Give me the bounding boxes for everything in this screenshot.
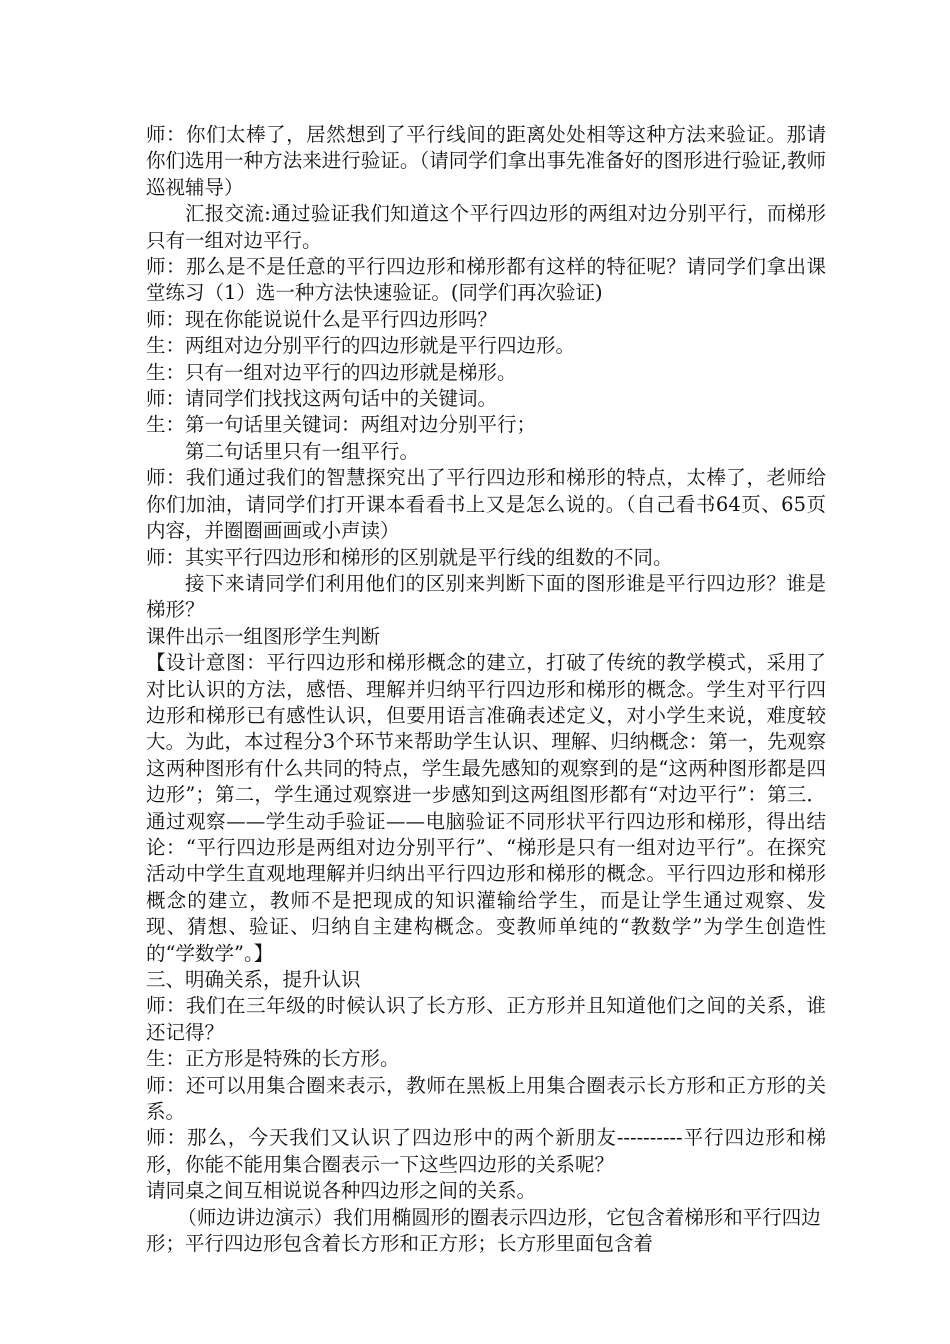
paragraph-teacher-new-friends: 师：那么，今天我们又认识了四边形中的两个新朋友----------平行四边形和梯形，你能不能用集合圈表示一下这些四边形的关系呢？ bbox=[146, 1126, 826, 1176]
paragraph-teacher-demo: （师边讲边演示）我们用椭圆形的圈表示四边形，它包含着梯形和平行四边形；平行四边形包含着长方形和正方形；长方形里面包含着 bbox=[146, 1205, 821, 1256]
paragraph-teacher-difference: 师：其实平行四边形和梯形的区别就是平行线的组数的不同。 bbox=[146, 545, 673, 569]
paragraph-teacher-textbook: 师：我们通过我们的智慧探究出了平行四边形和梯形的特点，太棒了，老师给你们加油，请同学们打开课本看看书上又是怎么说的。（自己看书64页、65页内容，并圈圈画画或小声读） bbox=[146, 466, 826, 543]
paragraph-student-square: 生：正方形是特殊的长方形。 bbox=[146, 1047, 400, 1071]
paragraph-judge-shapes: 接下来请同学们利用他们的区别来判断下面的图形谁是平行四边形？谁是梯形？ bbox=[146, 571, 826, 622]
paragraph-deskmate-discuss: 请同桌之间互相说说各种四边形之间的关系。 bbox=[146, 1179, 537, 1203]
paragraph-teacher-verify: 师：你们太棒了，居然想到了平行线间的距离处处相等这种方法来验证。那请你们选用一种方法来进行验证。（请同学们拿出事先准备好的图形进行验证,教师巡视辅导） bbox=[146, 123, 826, 199]
paragraph-teacher-set-circle: 师：还可以用集合圈来表示，教师在黑板上用集合圈表示长方形和正方形的关系。 bbox=[146, 1073, 826, 1124]
paragraph-student-parallelogram: 生：两组对边分别平行的四边形就是平行四边形。 bbox=[146, 334, 576, 358]
document-body bbox=[146, 122, 826, 1257]
paragraph-teacher-any-shape: 师：那么是不是任意的平行四边形和梯形都有这样的特征呢？请同学们拿出课堂练习（1）选一种方法快速验证。(同学们再次验证) bbox=[146, 255, 826, 305]
paragraph-design-intent: 【设计意图：平行四边形和梯形概念的建立，打破了传统的教学模式，采用了对比认识的方法，感悟、理解并归纳平行四边形和梯形的概念。学生对平行四边形和梯形已有感性认识，但要用语言准确表述定义，对小学生来说，难度较大。为此，本过程分3个环节来帮助学生认识、理解、归纳概念：第一，先观察这两种图形有什么共同的特点，学生最先感知的观察到的是“这两种图形都是四边形”；第二，学生通过观察进一步感知到这两组图形都有“对边平行”：第三．通过观察——学生动手验证——电脑验证不同形状平行四边形和梯形，得出结论：“平行四边形是两组对边分别平行”、“梯形是只有一组对边平行”。在探究活动中学生直观地理解并归纳出平行四边形和梯形的概念。平行四边形和梯形概念的建立，教师不是把现成的知识灌输给学生，而是让学生通过观察、发现、猜想、验证、归纳自主建构概念。变教师单纯的“教数学”为学生创造性的“学数学”。】 bbox=[146, 651, 826, 965]
paragraph-teacher-grade-three: 师：我们在三年级的时候认识了长方形、正方形并且知道他们之间的关系，谁还记得？ bbox=[146, 994, 826, 1044]
paragraph-student-keyword-one: 生：第一句话里关键词：两组对边分别平行； bbox=[146, 413, 537, 437]
section-heading-relations: 三、明确关系，提升认识 bbox=[146, 968, 361, 991]
paragraph-courseware: 课件出示一组图形学生判断 bbox=[146, 624, 381, 648]
paragraph-report-exchange: 汇报交流:通过验证我们知道这个平行四边形的两组对边分别平行，而梯形只有一组对边平行。 bbox=[146, 202, 826, 252]
paragraph-student-trapezoid: 生：只有一组对边平行的四边形就是梯形。 bbox=[146, 360, 517, 384]
paragraph-student-keyword-two: 第二句话里只有一组平行。 bbox=[185, 439, 420, 463]
paragraph-teacher-question: 师：现在你能说说什么是平行四边形吗？ bbox=[146, 307, 498, 331]
paragraph-teacher-keywords: 师：请同学们找找这两句话中的关键词。 bbox=[146, 387, 498, 411]
